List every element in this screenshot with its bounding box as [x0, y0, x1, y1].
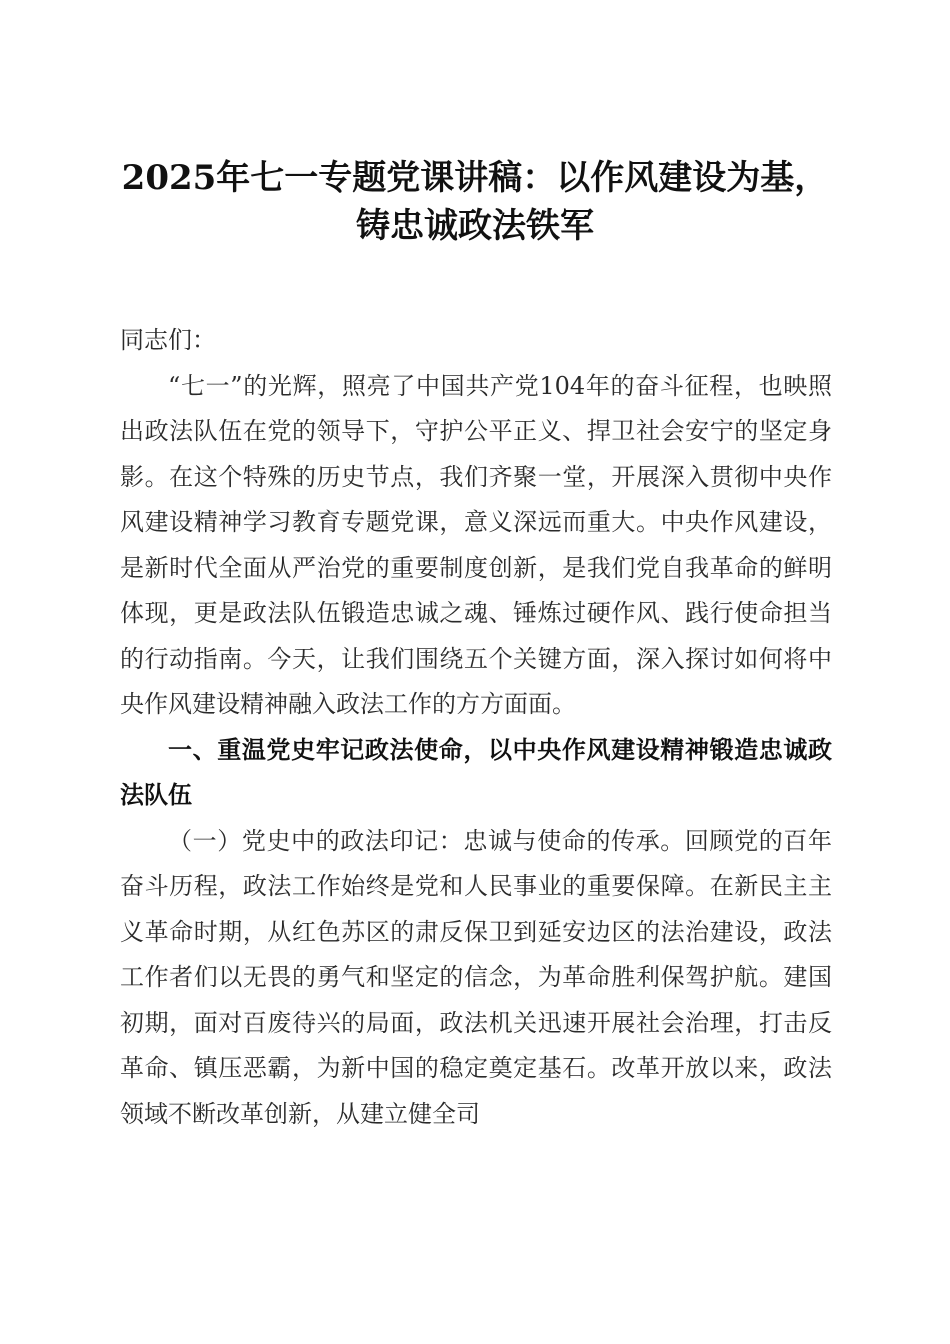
title-line-2: 铸忠诚政法铁军	[356, 206, 594, 246]
salutation: 同志们：	[120, 326, 216, 354]
title-line-1: 2025年七一专题党课讲稿：以作风建设为基，	[121, 158, 829, 198]
document-title	[100, 154, 850, 250]
section-1-heading: 一、重温党史牢记政法使命，以中央作风建设精神锻造忠诚政法队伍	[120, 735, 832, 809]
subsection-1-lead: （一）党史中的政法印记：忠诚与使命的传承。	[168, 826, 685, 855]
document-body	[120, 318, 832, 1137]
intro-paragraph: “七一”的光辉，照亮了中国共产党104年的奋斗征程，也映照出政法队伍在党的领导下，守护公平正义、捍卫社会安宁的坚定身影。在这个特殊的历史节点，我们齐聚一堂，开展深入贯彻中央作风建设精神学习教育专题党课，意义深远而重大。中央作风建设，是新时代全面从严治党的重要制度创新，是我们党自我革命的鲜明体现，更是政法队伍锻造忠诚之魂、锤炼过硬作风、践行使命担当的行动指南。今天，让我们围绕五个关键方面，深入探讨如何将中央作风建设精神融入政法工作的方方面面。	[120, 371, 832, 718]
subsection-1-text: 回顾党的百年奋斗历程，政法工作始终是党和人民事业的重要保障。在新民主主义革命时期，从红色苏区的肃反保卫到延安边区的法治建设，政法工作者们以无畏的勇气和坚定的信念，为革命胜利保驾护航。建国初期，面对百废待兴的局面，政法机关迅速开展社会治理，打击反革命、镇压恶霸，为新中国的稳定奠定基石。改革开放以来，政法领域不断改革创新，从建立健全司	[120, 826, 832, 1128]
subsection-1-paragraph	[120, 819, 832, 1138]
